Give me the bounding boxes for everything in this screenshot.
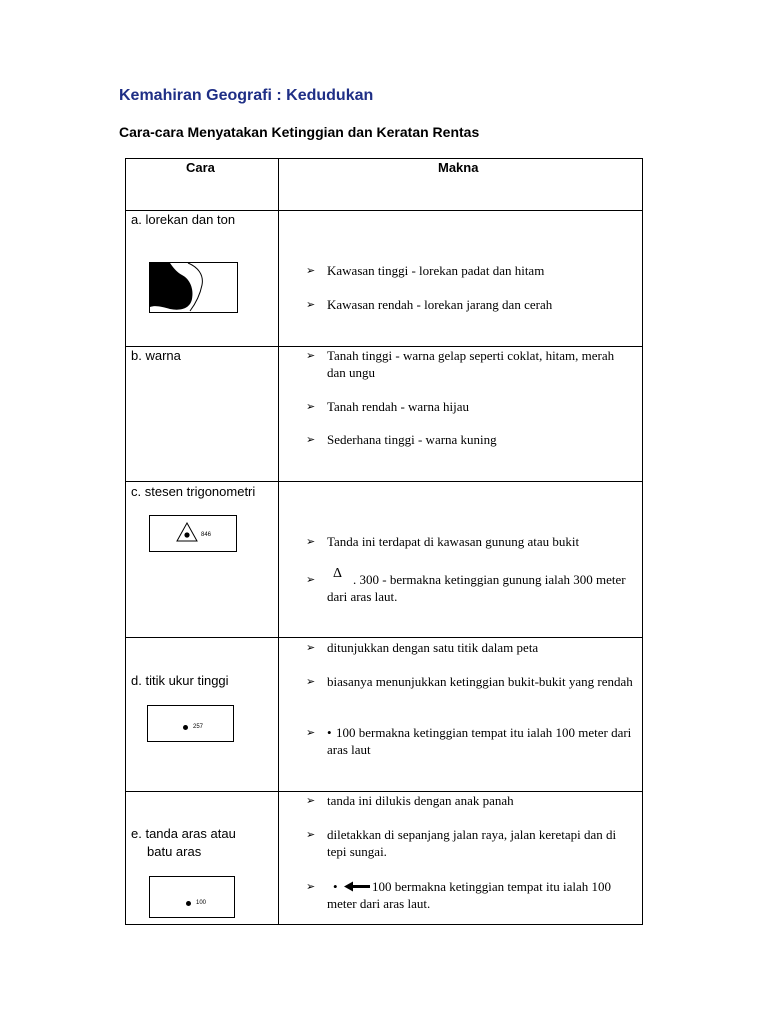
spot-height-figure bbox=[147, 705, 234, 742]
list-item: ➢ biasanya menunjukkan ketinggian bukit-bukit yang rendah bbox=[306, 674, 633, 689]
bullet-arrow-icon: ➢ bbox=[306, 641, 316, 654]
figure-label: 846 bbox=[201, 532, 212, 538]
triangle-symbol-icon: Δ bbox=[333, 566, 343, 581]
bullet-arrow-icon: ➢ bbox=[306, 535, 316, 548]
bullet-arrow-icon: ➢ bbox=[306, 880, 316, 893]
page-title: Kemahiran Geografi : Kedudukan bbox=[119, 87, 374, 104]
list-item: ➢ Δ . 300 - bermakna ketinggian gunung ialah 300 meter dari aras laut. bbox=[306, 566, 626, 604]
list-item: ➢ Sederhana tinggi - warna kuning bbox=[306, 432, 497, 447]
row-d-cara: d. titik ukur tinggi bbox=[131, 673, 229, 688]
shading-figure bbox=[149, 262, 238, 313]
list-item: ➢ Tanda ini terdapat di kawasan gunung atau bukit bbox=[306, 534, 580, 549]
list-item: ➢ Kawasan rendah - lorekan jarang dan cerah bbox=[306, 297, 553, 312]
dot-icon bbox=[183, 725, 188, 730]
row-c-cara: c. stesen trigonometri bbox=[131, 484, 256, 499]
trig-station-figure bbox=[149, 515, 237, 552]
row-a-cara: a. lorekan dan ton bbox=[131, 212, 236, 227]
bullet-arrow-icon: ➢ bbox=[306, 573, 316, 586]
list-item: ➢ Tanah tinggi - warna gelap seperti coklat, hitam, merah dan ungu bbox=[306, 348, 615, 380]
bullet-arrow-icon: ➢ bbox=[306, 675, 316, 688]
list-item: ➢ diletakkan di sepanjang jalan raya, jalan keretapi dan di tepi sungai. bbox=[306, 827, 617, 859]
triangle-icon bbox=[176, 522, 198, 542]
arrow-left-icon bbox=[344, 881, 370, 892]
bullet-arrow-icon: ➢ bbox=[306, 400, 316, 413]
bullet-arrow-icon: ➢ bbox=[306, 726, 316, 739]
figure-label: 100 bbox=[196, 900, 207, 906]
page-subtitle: Cara-cara Menyatakan Ketinggian dan Keratan Rentas bbox=[119, 124, 480, 140]
dot-icon bbox=[186, 901, 191, 906]
dot-symbol-icon: • bbox=[333, 879, 338, 894]
row-b-cara: b. warna bbox=[131, 348, 181, 363]
shaded-hill-icon bbox=[150, 263, 237, 312]
row-e-cara-line2: batu aras bbox=[147, 844, 202, 859]
row-divider bbox=[125, 481, 642, 482]
bullet-arrow-icon: ➢ bbox=[306, 298, 316, 311]
list-item: ➢ Kawasan tinggi - lorekan padat dan hitam bbox=[306, 263, 545, 278]
list-item: ➢ • 100 bermakna ketinggian tempat itu ialah 100 meter dari aras laut. bbox=[306, 879, 611, 911]
figure-label: 257 bbox=[193, 724, 204, 730]
list-item: ➢ ditunjukkan dengan satu titik dalam peta bbox=[306, 640, 539, 655]
header-cara: Cara bbox=[186, 160, 215, 175]
benchmark-figure bbox=[149, 876, 235, 918]
bullet-arrow-icon: ➢ bbox=[306, 433, 316, 446]
row-e-cara-line1: e. tanda aras atau bbox=[131, 826, 236, 841]
bullet-arrow-icon: ➢ bbox=[306, 794, 316, 807]
dot-symbol-icon: • bbox=[327, 725, 332, 740]
bullet-arrow-icon: ➢ bbox=[306, 264, 316, 277]
bullet-arrow-icon: ➢ bbox=[306, 828, 316, 841]
header-makna: Makna bbox=[438, 160, 479, 175]
row-divider bbox=[125, 637, 642, 638]
column-divider bbox=[278, 158, 279, 925]
list-item: ➢ • 100 bermakna ketinggian tempat itu ialah 100 meter dari aras laut bbox=[306, 725, 632, 757]
list-item: ➢ tanda ini dilukis dengan anak panah bbox=[306, 793, 514, 808]
list-item: ➢ Tanah rendah - warna hijau bbox=[306, 399, 470, 414]
row-divider bbox=[125, 210, 642, 211]
bullet-arrow-icon: ➢ bbox=[306, 349, 316, 362]
